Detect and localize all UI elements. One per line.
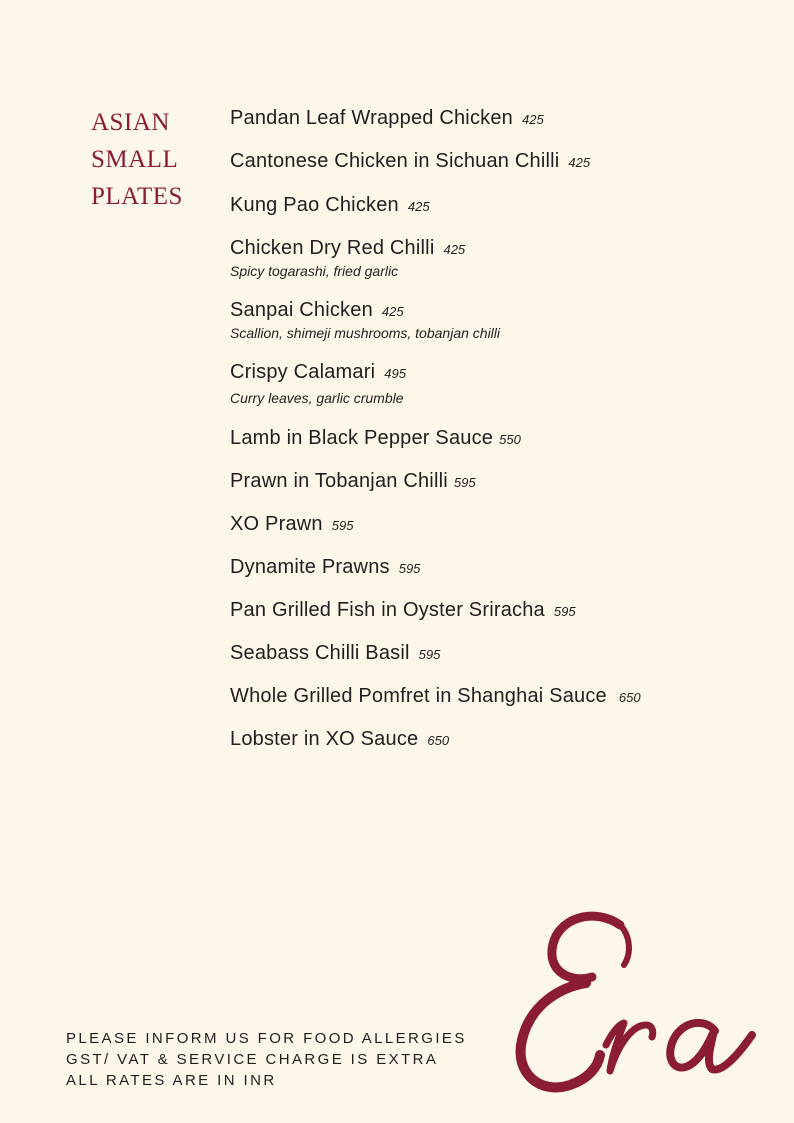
menu-item	[230, 599, 576, 622]
item-price: 650	[618, 690, 641, 705]
footer-line: ALL RATES ARE IN INR	[66, 1072, 277, 1089]
menu-item	[230, 150, 590, 173]
menu-item	[230, 642, 440, 665]
item-price: 595	[418, 647, 441, 662]
item-name: Pan Grilled Fish in Oyster Sriracha	[230, 599, 545, 621]
menu-item	[230, 107, 544, 130]
item-name: Pandan Leaf Wrapped Chicken	[230, 107, 513, 129]
item-name: Dynamite Prawns	[230, 556, 390, 578]
menu-item	[230, 361, 406, 406]
menu-item	[230, 556, 420, 579]
item-price: 595	[331, 518, 354, 533]
item-price: 425	[407, 199, 430, 214]
item-name: Crispy Calamari	[230, 361, 376, 383]
item-price: 495	[384, 366, 406, 381]
item-name: Lamb in Black Pepper Sauce	[230, 427, 494, 449]
item-name: Sanpai Chicken	[230, 299, 373, 321]
footer-line: GST/ VAT & SERVICE CHARGE IS EXTRA	[66, 1051, 439, 1068]
footer-notes	[66, 1028, 467, 1091]
section-title-line: SMALL	[91, 146, 179, 173]
menu-item	[230, 470, 476, 493]
item-price: 425	[443, 242, 466, 257]
item-price: 425	[381, 304, 404, 319]
item-name: Prawn in Tobanjan Chilli	[230, 470, 448, 492]
menu-item	[230, 728, 449, 751]
item-name: Whole Grilled Pomfret in Shanghai Sauce	[230, 685, 607, 707]
era-logo	[500, 895, 770, 1105]
menu-item	[230, 299, 500, 341]
item-price: 425	[568, 155, 591, 170]
item-description: Spicy togarashi, fried garlic	[230, 263, 399, 279]
item-price: 650	[427, 733, 450, 748]
item-price: 595	[553, 604, 576, 619]
item-name: Seabass Chilli Basil	[230, 642, 410, 664]
menu-item	[230, 194, 430, 217]
section-title-line: PLATES	[91, 183, 183, 210]
item-price: 550	[499, 432, 521, 447]
item-price: 595	[398, 561, 421, 576]
item-price: 595	[453, 475, 476, 490]
item-name: Chicken Dry Red Chilli	[230, 237, 435, 259]
menu-item	[230, 685, 641, 708]
item-name: XO Prawn	[230, 513, 323, 535]
item-description: Scallion, shimeji mushrooms, tobanjan chilli	[230, 325, 501, 341]
menu-item	[230, 237, 465, 279]
section-title	[91, 104, 183, 215]
footer-line: PLEASE INFORM US FOR FOOD ALLERGIES	[66, 1030, 467, 1047]
item-name: Kung Pao Chicken	[230, 194, 399, 216]
item-description: Curry leaves, garlic crumble	[230, 390, 404, 406]
menu-item	[230, 513, 353, 536]
item-price: 425	[522, 112, 544, 127]
item-name: Lobster in XO Sauce	[230, 728, 419, 750]
section-title-line: ASIAN	[91, 109, 170, 136]
item-name: Cantonese Chicken in Sichuan Chilli	[230, 150, 560, 172]
menu-item	[230, 427, 521, 450]
